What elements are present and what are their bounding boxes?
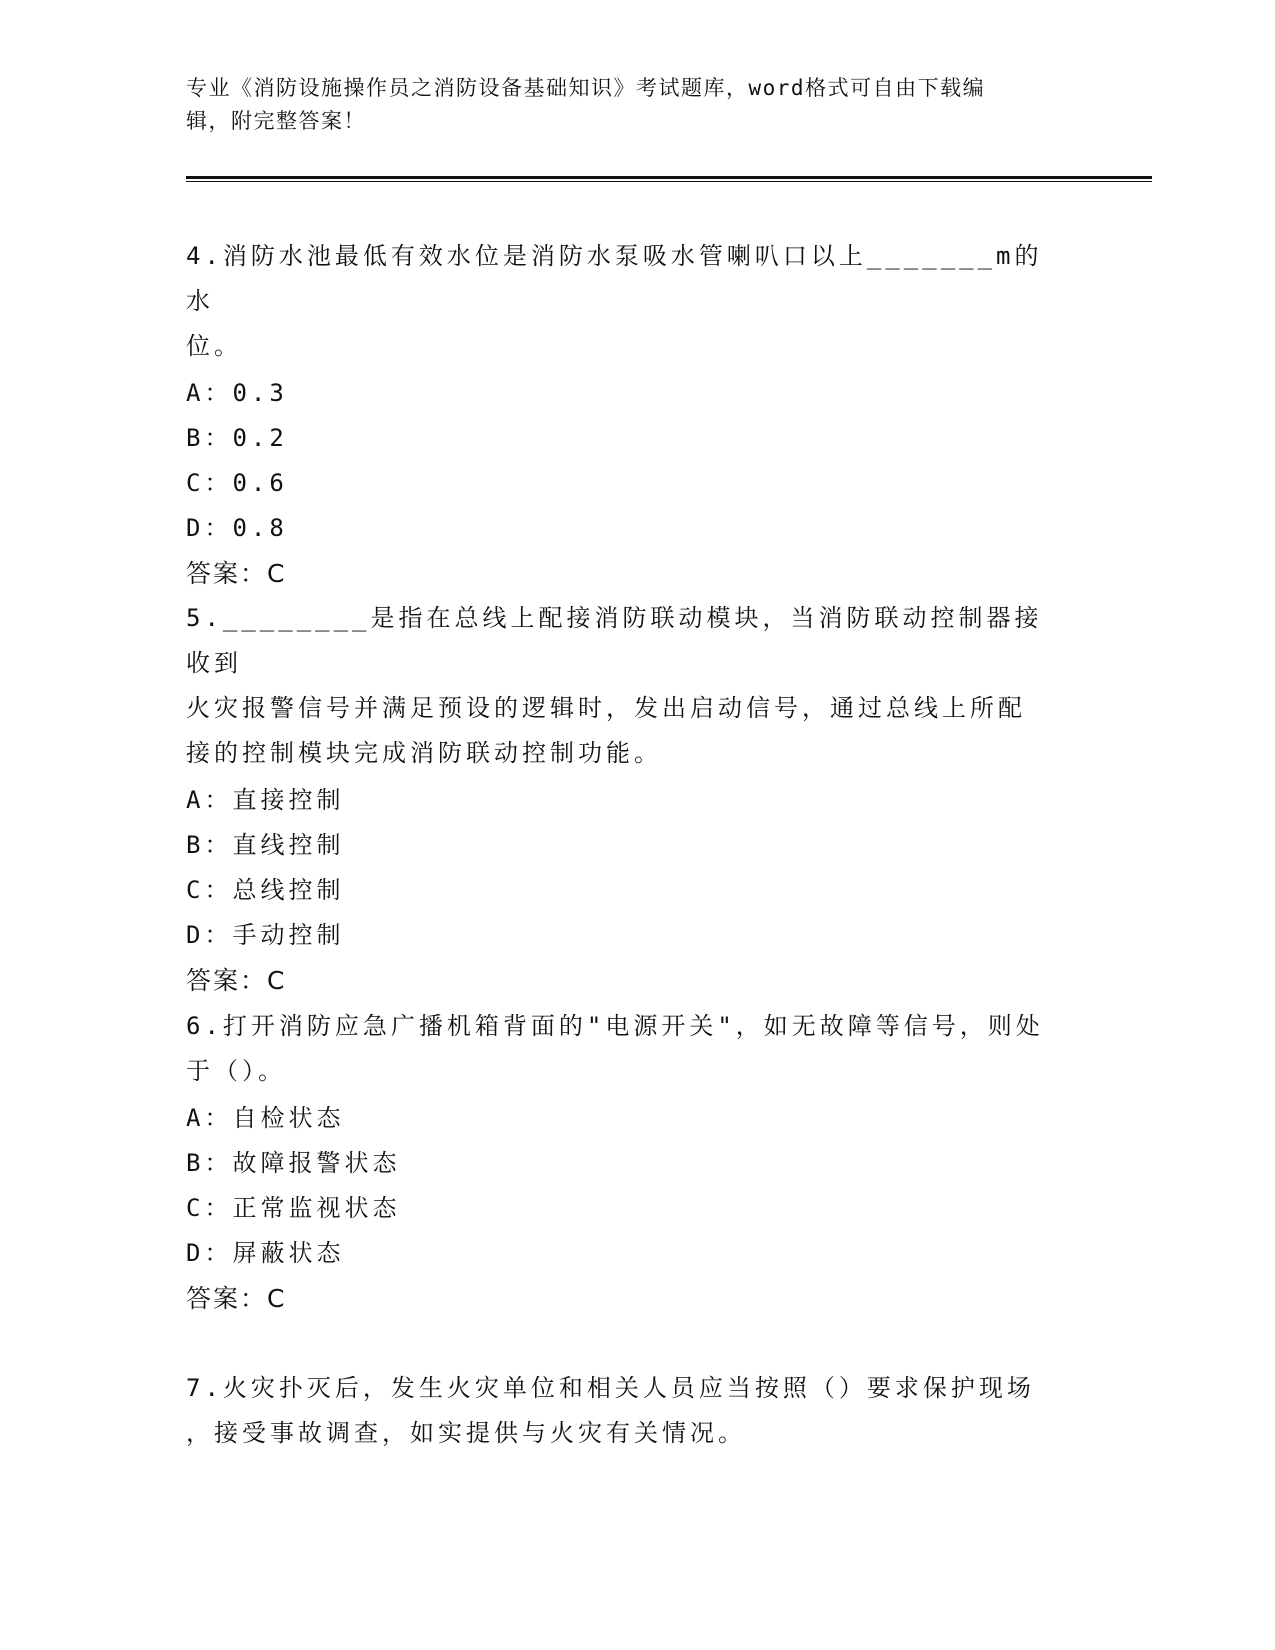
option-a: A：直接控制 (186, 786, 345, 814)
option-a: A：自检状态 (186, 1104, 345, 1132)
header-divider-thin (186, 181, 1152, 182)
option-c: C：正常监视状态 (186, 1194, 401, 1222)
intro-line-1: 专业《消防设施操作员之消防设备基础知识》考试题库，word格式可自由下载编 (186, 76, 986, 100)
option-d: D：手动控制 (186, 921, 345, 949)
stem-line: 5.________是指在总线上配接消防联动模块，当消防联动控制器接收到 (186, 604, 1043, 677)
stem-line: 接的控制模块完成消防联动控制功能。 (186, 739, 662, 767)
option-c: C：0.6 (186, 469, 288, 497)
document-intro (186, 72, 1066, 138)
intro-line-2: 辑，附完整答案！ (186, 109, 366, 133)
question-4 (186, 234, 1066, 596)
answer: 答案：C (186, 1284, 287, 1313)
question-stem (186, 596, 1066, 776)
option-d: D：屏蔽状态 (186, 1239, 345, 1267)
header-divider-thick (186, 176, 1152, 179)
option-a: A：0.3 (186, 379, 288, 407)
question-stem (186, 234, 1066, 369)
option-b: B：0.2 (186, 424, 288, 452)
question-5 (186, 596, 1066, 1003)
answer: 答案：C (186, 966, 287, 995)
option-d: D：0.8 (186, 514, 288, 542)
option-b: B：故障报警状态 (186, 1149, 401, 1177)
stem-line: ，接受事故调查，如实提供与火灾有关情况。 (186, 1419, 746, 1447)
answer: 答案：C (186, 559, 287, 588)
option-b: B：直线控制 (186, 831, 345, 859)
stem-line: 位。 (186, 332, 242, 360)
stem-line: 4.消防水池最低有效水位是消防水泵吸水管喇叭口以上_______m的水 (186, 242, 1043, 315)
option-c: C：总线控制 (186, 876, 345, 904)
stem-line: 于（）。 (186, 1057, 286, 1085)
stem-line: 7.火灾扑灭后，发生火灾单位和相关人员应当按照（）要求保护现场 (186, 1374, 1035, 1402)
stem-line: 6.打开消防应急广播机箱背面的"电源开关"，如无故障等信号，则处 (186, 1012, 1044, 1040)
question-stem (186, 1366, 1066, 1456)
question-7 (186, 1366, 1066, 1458)
question-stem (186, 1004, 1066, 1094)
stem-line: 火灾报警信号并满足预设的逻辑时，发出启动信号，通过总线上所配 (186, 694, 1026, 722)
question-6 (186, 1004, 1066, 1321)
